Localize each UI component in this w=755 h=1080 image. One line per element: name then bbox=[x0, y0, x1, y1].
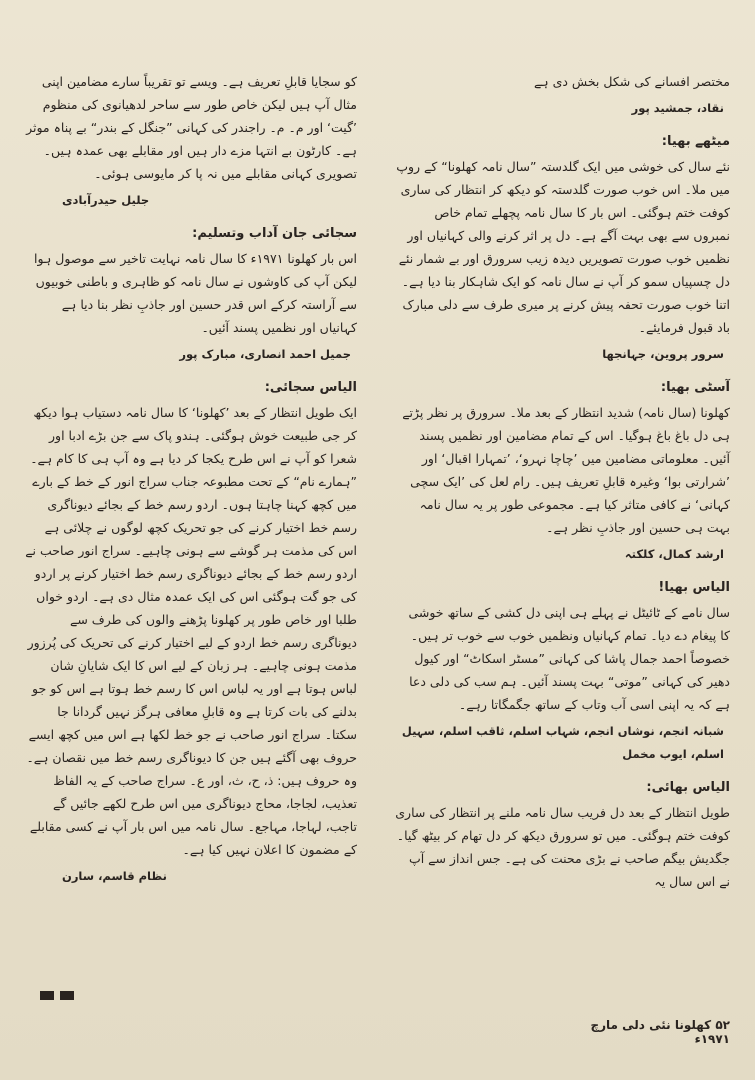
letter-body: نئے سال کی خوشی میں ایک گلدستہ ”سال نامہ کھلونا“ کے روپ میں ملا۔ اس خوب صورت گلدستہ کو دیکھ کر انتظار کی ساری کوفت ختم ہوگئی۔ اس بار کا سال نامہ پچھلے تمام خاص نمبروں سے بھی بہت آگے ہے۔ دل پر اثر کرنے والی کہانیاں اور نظمیں خوب صورت تصویریں دیدہ زیب سرورق اور بے شمار نئے دل چسپیاں سمو کر آپ نے سال نامہ کو ایک شاہکار بنا دیا ہے۔ اتنا خوب صورت تحفہ پیش کرنے پر میری طرف سے دلی مبارک باد قبول فرمایئے۔ bbox=[396, 159, 730, 335]
letter-signature: جمیل احمد انصاری، مبارک پور bbox=[179, 347, 351, 361]
letter-signature: سرور پروین، جہانجھا bbox=[602, 347, 724, 361]
letter-signature: جلیل حیدرآبادی bbox=[62, 193, 150, 207]
letter bbox=[395, 776, 730, 893]
letter-signature: نظام قاسم، سارن bbox=[62, 869, 167, 883]
letter-body: مختصر افسانے کی شکل بخش دی ہے bbox=[533, 74, 730, 89]
end-mark-glyph bbox=[40, 991, 54, 1000]
letter-salutation: الیاس سجائی: bbox=[264, 380, 357, 395]
letter-salutation: الیاس بھائی: bbox=[646, 780, 730, 795]
letter-signature: نقاد، جمشید پور bbox=[631, 101, 724, 115]
letter-salutation: سجائی جان آداب وتسلیم: bbox=[192, 226, 357, 241]
letter bbox=[22, 376, 357, 888]
letter bbox=[22, 222, 357, 366]
letter-signature: شبانہ انجم، نوشاں انجم، شہاب اسلم، ثاقب اسلم، سہیل اسلم، ایوب مخمل bbox=[401, 724, 724, 761]
page-footer: ۵۲ کھلونا نئی دلی مارچ ۱۹۷۱ء bbox=[590, 1018, 730, 1046]
letter-signature: ارشد کمال، کلکتہ bbox=[624, 547, 724, 561]
letter bbox=[22, 70, 357, 212]
letter-body: کھلونا (سال نامہ) شدید انتظار کے بعد ملا۔ سرورق پر نظر پڑتے ہی دل باغ باغ ہوگیا۔ اس کے تمام مضامین اور نظمیں پسند آئیں۔ معلوماتی مضامین میں ’چاچا نہرو‘، ’تمہارا اقبال‘ اور ’شرارتی بوا‘ وغیرہ قابلِ تعریف ہیں۔ رام لعل کی ’ایک سچی کہانی‘ نے کافی متاثر کیا ہے۔ مجموعی طور پر یہ سال نامہ بہت ہی حسین اور جاذبِ نظر ہے۔ bbox=[402, 405, 730, 535]
left-column bbox=[22, 70, 357, 898]
letter-body: ایک طویل انتظار کے بعد ’کھلونا‘ کا سال نامہ دستیاب ہوا دیکھ کر جی طبیعت خوش ہوگئی۔ ہندو پاک سے جن بڑے ادبا اور شعرا کو آپ نے اس طرح یکجا کر دیا ہے وہ آپ ہی کا کام ہے۔ ”ہمارے نام“ کے تحت مطبوعہ جناب سراج انور کے خط کے بارے میں کچھ کہنا چاہتا ہوں۔ اردو رسم خط کے بجائے دیوناگری رسم خط اختیار کرنے کی جو تحریک کچھ لوگوں نے چلائی ہے اس کی مذمت ہر گوشے سے ہونی چاہیے۔ سراج انور صاحب نے اردو رسم خط کے بجائے دیوناگری رسم خط اختیار کرنے پر اردو کی جو گت ہوگئی اس کی ایک عمدہ مثال دی ہے۔ اردو خواں طلبا اور خاص طور پر کھلونا پڑھنے والوں کی طرف سے دیوناگری رسم خط اردو کے لیے اختیار کرنے کی تحریک کی پُرزور مذمت ہونی چاہیے۔ ہر زبان کے لیے اس کا ایک شایانِ شان لباس ہوتا ہے اور یہ لباس اس کا رسم خط ہوتا ہے اس کو جو بدلنے کی بات کرتا ہے وہ قابلِ معافی ہرگز نہیں گردانا جا سکتا۔ سراج انور صاحب نے جو خط لکھا ہے اس میں کچھ ایسے حروف بھی آگئے ہیں جن کا دیوناگری رسم خط میں نقصان ہے۔ وہ حروف ہیں: ذ، ح، ث، اور ع۔ سراج صاحب کے یہ الفاظ تعذیب، لجاجا، محاج دیوناگری میں اس طرح لکھے جائیں گے تاجب، لہاجا، مہاجع۔ سال نامہ میں اس بار آپ نے کسی مقابلے کے مضمون کا اعلان نہیں کیا ہے۔ bbox=[25, 405, 357, 857]
letter-body: کو سجایا قابلِ تعریف ہے۔ ویسے تو تقریباً سارے مضامین اپنی مثال آپ ہیں لیکن خاص طور سے ساحر لدھیانوی کی منظوم ’گیت‘ اور م۔ م۔ راجندر کی کہانی ”جنگل کے بندر“ بے پناہ موثر ہے۔ کارٹون بے انتہا مزے دار ہیں اور مقابلے بھی عمدہ ہیں۔ تصویری کہانی مقابلے میں نہ پا کر مایوسی ہوئی۔ bbox=[26, 74, 357, 181]
letter bbox=[395, 376, 730, 566]
letter bbox=[395, 130, 730, 366]
right-column bbox=[395, 70, 730, 903]
letter-salutation: الیاس بھیا! bbox=[658, 580, 730, 595]
end-marks bbox=[40, 985, 80, 1004]
letter bbox=[395, 576, 730, 766]
letter-body: اس بار کھلونا ۱۹۷۱ء کا سال نامہ نہایت تاخیر سے موصول ہوا لیکن آپ کی کاوشوں نے سال نامہ کو ظاہری و باطنی خوبیوں سے آراستہ کرکے اس قدر حسین اور جاذبِ نظر بنا دیا ہے کہانیاں اور نظمیں پسند آئیں۔ bbox=[34, 251, 357, 335]
letter-salutation: میٹھے بھیا: bbox=[661, 134, 730, 149]
letter bbox=[395, 70, 730, 120]
letter-body: سال نامے کے ٹائیٹل نے پہلے ہی اپنی دل کشی کے ساتھ خوشی کا پیغام دے دیا۔ تمام کہانیاں ونظمیں خوب سے خوب تر ہیں۔ خصوصاً احمد جمال پاشا کی کہانی ”مسٹر اسکاٹ“ اور کیول دھیر کی کہانی ”موتی“ بہت پسند آئیں۔ ہم سب کی دلی دعا ہے کہ یہ اپنی اسی آب وتاب کے ساتھ جگمگاتا رہے۔ bbox=[408, 605, 730, 712]
end-mark-glyph bbox=[60, 991, 74, 1000]
letter-salutation: آسٹی بھیا: bbox=[660, 380, 730, 395]
letter-body: طویل انتظار کے بعد دل فریب سال نامہ ملنے پر انتظار کی ساری کوفت ختم ہوگئی۔ میں تو سرورق دیکھ کر دل تھام کر بیٹھ گیا۔ جگدیش بیگم صاحب نے بڑی محنت کی ہے۔ جس انداز سے آپ نے اس سال یہ bbox=[395, 805, 730, 889]
